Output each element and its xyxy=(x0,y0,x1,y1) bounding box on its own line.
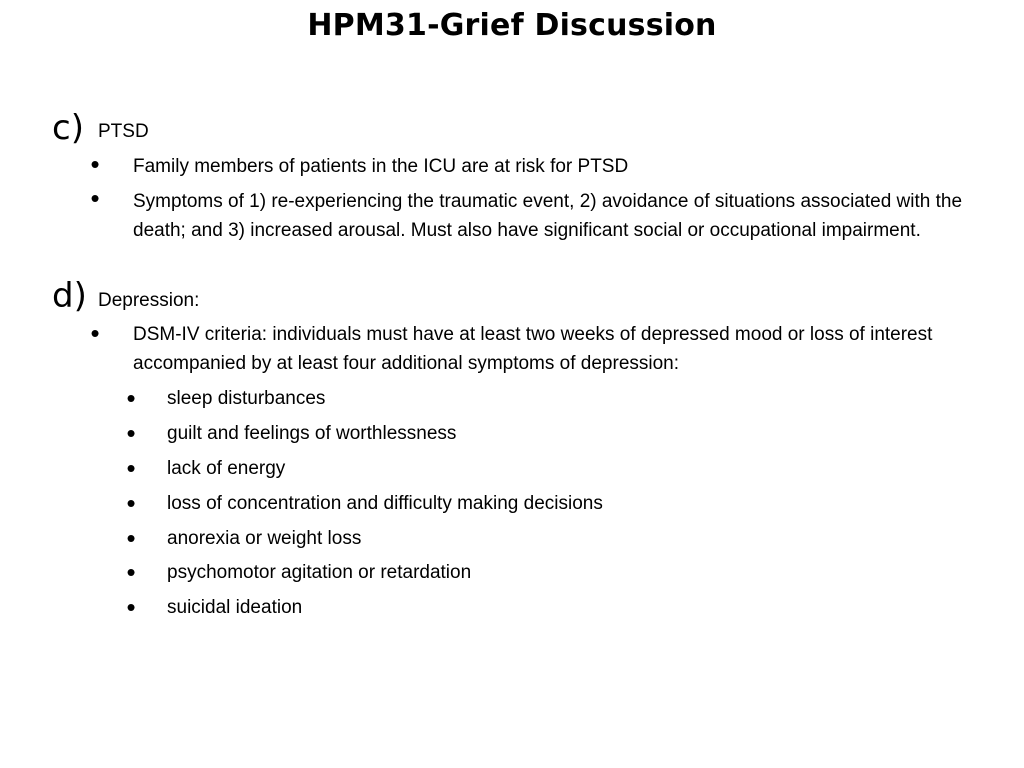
symptom-item: guilt and feelings of worthlessness xyxy=(167,423,457,444)
symptom-item: psychomotor agitation or retardation xyxy=(167,562,472,583)
ptsd-bullet-2: Symptoms of 1) re-experiencing the traumatic event, 2) avoidance of situations associated with the death; and 3) increased arousal. Must also have significant social or occupational impairment. xyxy=(133,191,963,241)
bullet-dot-icon: • xyxy=(126,453,136,483)
depression-bullet: DSM-IV criteria: individuals must have at least two weeks of depressed mood or loss of interest accompanied by at least four additional symptoms of depression: xyxy=(133,324,933,374)
bullet-dot-icon: • xyxy=(126,383,136,413)
section-d-letter: d) xyxy=(52,276,87,316)
section-c-label: PTSD xyxy=(98,121,149,142)
bullet-dot-icon: • xyxy=(126,557,136,587)
bullet-dot-icon: • xyxy=(90,149,100,179)
symptom-item: suicidal ideation xyxy=(167,597,303,618)
bullet-dot-icon: • xyxy=(126,488,136,518)
section-d-label: Depression: xyxy=(98,290,200,311)
bullet-dot-icon: • xyxy=(126,418,136,448)
bullet-dot-icon: • xyxy=(126,523,136,553)
bullet-dot-icon: • xyxy=(126,592,136,622)
slide-title: HPM31-Grief Discussion xyxy=(307,8,717,43)
symptom-item: loss of concentration and difficulty making decisions xyxy=(167,493,603,514)
bullet-dot-icon: • xyxy=(90,183,100,213)
symptom-item: lack of energy xyxy=(167,458,286,479)
symptom-item: sleep disturbances xyxy=(167,388,326,409)
symptom-item: anorexia or weight loss xyxy=(167,528,362,549)
ptsd-bullet-1: Family members of patients in the ICU are at risk for PTSD xyxy=(133,156,629,177)
section-c-letter: c) xyxy=(52,108,84,148)
bullet-dot-icon: • xyxy=(90,318,100,348)
